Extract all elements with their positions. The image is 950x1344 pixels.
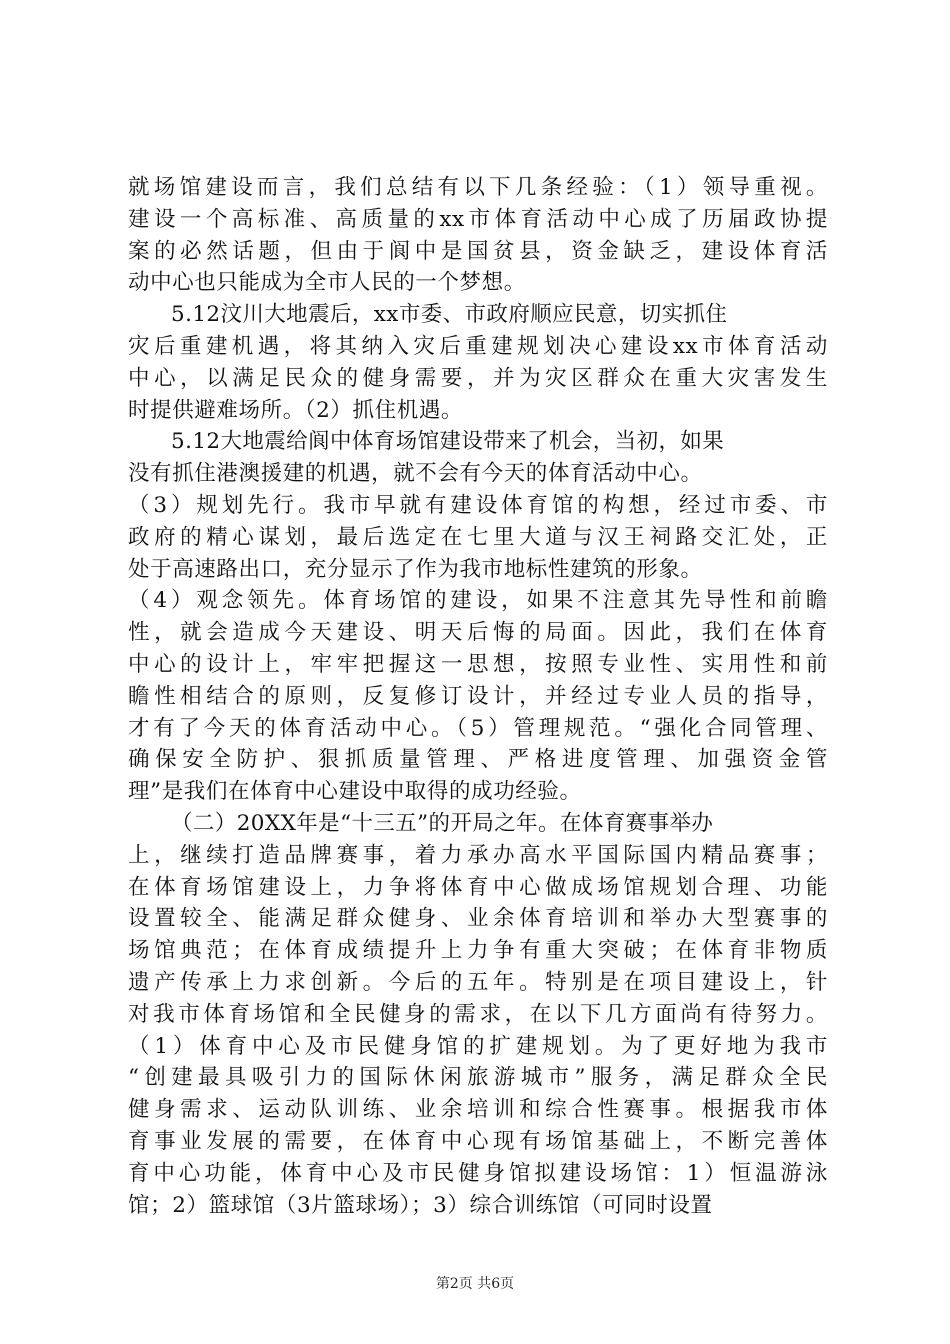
text-line: 灾后重建机遇，将其纳入灾后重建规划决心建设xx市体育活动 [128, 333, 828, 359]
text-line: 健身需求、运动队训练、业余培训和综合性赛事。根据我市体 [128, 1097, 828, 1123]
paragraph-first-line: 5.12汶川大地震后，xx市委、市政府顺应民意，切实抓住 [171, 302, 728, 328]
text-line: （4）观念领先。体育场馆的建设，如果不注意其先导性和前瞻 [128, 588, 828, 614]
document-body [128, 172, 828, 1221]
text-line: 场馆典范；在体育成绩提升上力争有重大突破；在体育非物质 [128, 938, 828, 964]
text-line: 确保安全防护、狠抓质量管理、严格进度管理、加强资金管 [128, 747, 828, 773]
text-line: 中心的设计上，牢牢把握这一思想，按照专业性、实用性和前 [128, 651, 828, 677]
text-line: 理”是我们在体育中心建设中取得的成功经验。 [128, 779, 582, 805]
text-line: 政府的精心谋划，最后选定在七里大道与汉王祠路交汇处，正 [128, 524, 828, 550]
text-line: 育事业发展的需要，在体育中心现有场馆基础上，不断完善体 [128, 1128, 828, 1154]
text-line: 遗产传承上力求创新。今后的五年。特别是在项目建设上，针 [128, 969, 828, 995]
text-line: 瞻性相结合的原则，反复修订设计，并经过专业人员的指导， [128, 683, 828, 709]
text-line: 性，就会造成今天建设、明天后悔的局面。因此，我们在体育 [128, 620, 828, 646]
text-line: 时提供避难场所。（2）抓住机遇。 [128, 397, 464, 423]
text-line: 建设一个高标准、高质量的xx市体育活动中心成了历届政协提 [128, 206, 828, 232]
page-footer [0, 1274, 950, 1294]
text-line: 就场馆建设而言，我们总结有以下几条经验：（1）领导重视。 [128, 175, 828, 200]
text-line: 设置较全、能满足群众健身、业余体育培训和举办大型赛事的 [128, 906, 828, 932]
text-line: 育中心功能，体育中心及市民健身馆拟建设场馆：1）恒温游泳 [128, 1160, 828, 1186]
text-line: 案的必然话题，但由于阆中是国贫县，资金缺乏，建设体育活 [128, 238, 828, 264]
text-line: （3）规划先行。我市早就有建设体育馆的构想，经过市委、市 [128, 492, 828, 518]
text-line: 处于高速路出口，充分显示了作为我市地标性建筑的形象。 [128, 556, 703, 582]
paragraph-first-line: （二）20XX年是“十三五”的开局之年。在体育赛事举办 [171, 810, 714, 836]
text-line: 才有了今天的体育活动中心。（5）管理规范。“强化合同管理、 [128, 715, 828, 741]
text-line: 中心，以满足民众的健身需要，并为灾区群众在重大灾害发生 [128, 365, 828, 391]
text-line: 对我市体育场馆和全民健身的需求，在以下几方面尚有待努力。 [128, 1001, 828, 1027]
text-line: 上，继续打造品牌赛事，着力承办高水平国际国内精品赛事； [128, 842, 828, 868]
text-line: 馆；2）篮球馆（3片篮球场）；3）综合训练馆（可同时设置 [128, 1192, 713, 1218]
page-number-label: 第2页 共6页 [435, 1276, 515, 1292]
paragraph-first-line: 5.12大地震给阆中体育场馆建设带来了机会，当初，如果 [171, 429, 725, 455]
text-line: （1）体育中心及市民健身馆的扩建规划。为了更好地为我市 [128, 1033, 828, 1059]
text-line: 在体育场馆建设上，力争将体育中心做成场馆规划合理、功能 [128, 874, 828, 900]
text-line: “创建最具吸引力的国际休闲旅游城市”服务，满足群众全民 [128, 1065, 828, 1091]
text-line: 没有抓住港澳援建的机遇，就不会有今天的体育活动中心。 [128, 461, 703, 487]
text-line: 动中心也只能成为全市人民的一个梦想。 [128, 270, 526, 296]
